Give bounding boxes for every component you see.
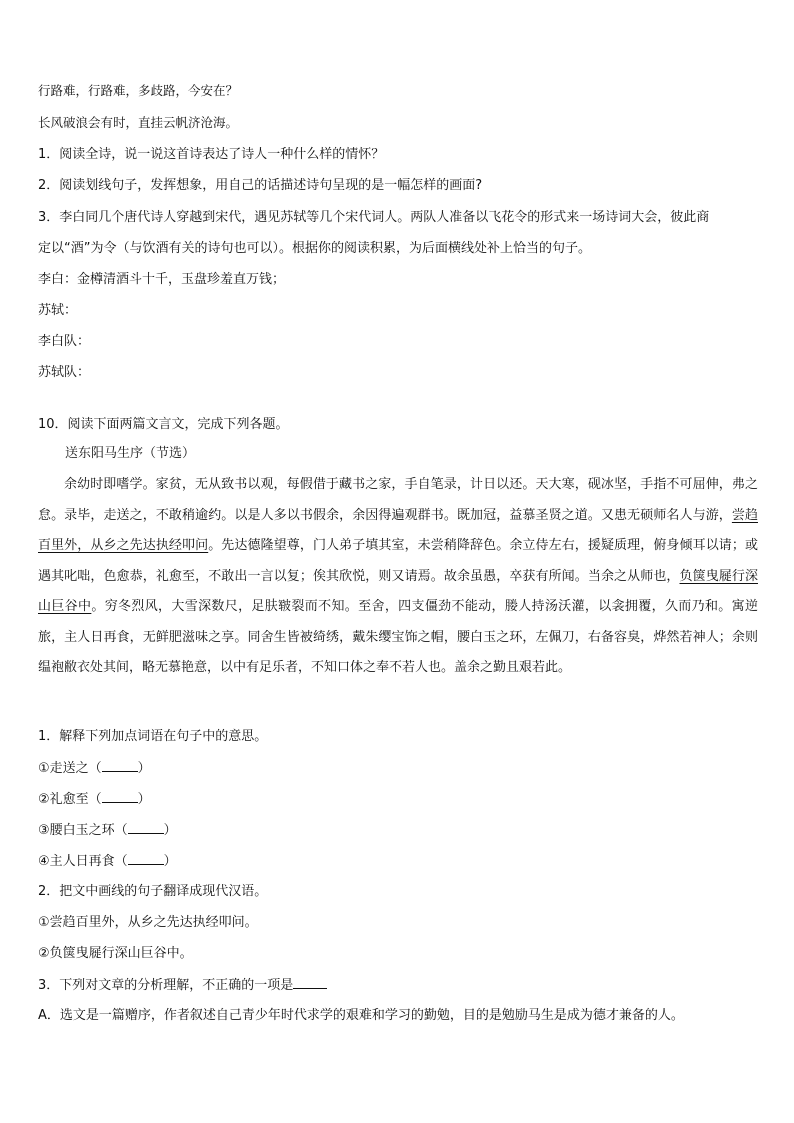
passage-part-1: 余幼时即嗜学。家贫，无从致书以观，每假借于藏书之家，手自笔录，计日以还。天大寒，砚冰坚，手指不可屈伸，弗之怠。录毕，走送之，不敢稍逾约。以是人多以书假余，余因得遍观群书。既加冠，益慕圣贤之道。又患无硕师名人与游， [38,477,758,523]
vocab-item-4: ④主人日再食（ ） [38,854,177,869]
answer-blank[interactable] [293,976,327,989]
vocab-item-2: ②礼愈至（ ） [38,792,151,807]
question-9-1: 1．阅读全诗，说一说这首诗表达了诗人一种什么样的情怀？ [38,147,385,162]
sub-question-2-title: 2．把文中画线的句子翻译成现代汉语。 [38,884,268,899]
translation-item-1: ①尝趋百里外，从乡之先达执经叩问。 [38,915,258,930]
question-9-3-line-2: 定以“酒”为令（与饮酒有关的诗句也可以）。根据你的阅读积累，为后面横线处补上恰当的句子。 [38,241,591,256]
question-10-heading: 10．阅读下面两篇文言文，完成下列各题。 [38,417,289,432]
answer-blank[interactable] [102,790,138,803]
passage-title: 送东阳马生序（节选） [65,446,196,461]
vocab-item-1: ①走送之（ ） [38,761,151,776]
question-9-3-line-1: 3．李白同几个唐代诗人穿越到宋代，遇见苏轼等几个宋代词人。两队人准备以飞花令的形式来一场诗词大会，彼此商 [38,210,710,225]
poem-line-2: 长风破浪会有时，直挂云帆济沧海。 [38,115,239,130]
libai-answer: 李白：金樽清酒斗十千，玉盘珍羞直万钱； [38,272,286,287]
passage-part-2: 。先达德隆望尊，门人弟子填其室，未尝稍降辞色。余立侍左右，援疑质理，俯身倾耳以请；或遇其叱咄，色愈恭，礼愈至，不敢出一言以复；俟其欣悦，则又请焉。故余虽愚，卒获有所闻。当余之从师也， [38,538,758,584]
answer-blank[interactable] [102,759,138,772]
sub-question-3-title: 3．下列对文章的分析理解，不正确的一项是 [38,976,758,995]
passage-part-3: 。穷冬烈风，大雪深数尺，足肤皲裂而不知。至舍，四支僵劲不能动，媵人持汤沃灌，以衾拥覆，久而乃和。寓逆旅，主人日再食，无鲜肥滋味之享。同舍生皆被绮绣，戴朱缨宝饰之帽，腰白玉之环，左佩刀，右备容臭，烨然若神人；余则缊袍敝衣处其间，略无慕艳意，以中有足乐者，不知口体之奉不若人也。盖余之勤且艰若此。 [38,599,758,675]
underlined-sentence-2: 负箧曳屣行深山巨谷中 [38,568,758,614]
classical-passage [38,470,758,684]
answer-blank[interactable] [128,821,164,834]
option-a: A．选文是一篇赠序，作者叙述自己青少年时代求学的艰难和学习的勤勉，目的是勉励马生是成为德才兼备的人。 [38,1008,684,1023]
answer-blank[interactable] [128,852,164,865]
translation-item-2: ②负箧曳屣行深山巨谷中。 [38,946,193,961]
poem-line-1: 行路难，行路难，多歧路，今安在？ [38,83,239,98]
sushi-answer-label: 苏轼： [38,303,78,318]
sub-question-1-title: 1．解释下列加点词语在句子中的意思。 [38,729,268,744]
question-9-2: 2．阅读划线句子，发挥想象，用自己的话描述诗句呈现的是一幅怎样的画面? [38,178,483,193]
sushi-team-label: 苏轼队： [38,365,91,380]
vocab-item-3: ③腰白玉之环（ ） [38,823,177,838]
underlined-sentence-1: 尝趋百里外，从乡之先达执经叩问 [38,507,758,553]
libai-team-label: 李白队： [38,334,91,349]
